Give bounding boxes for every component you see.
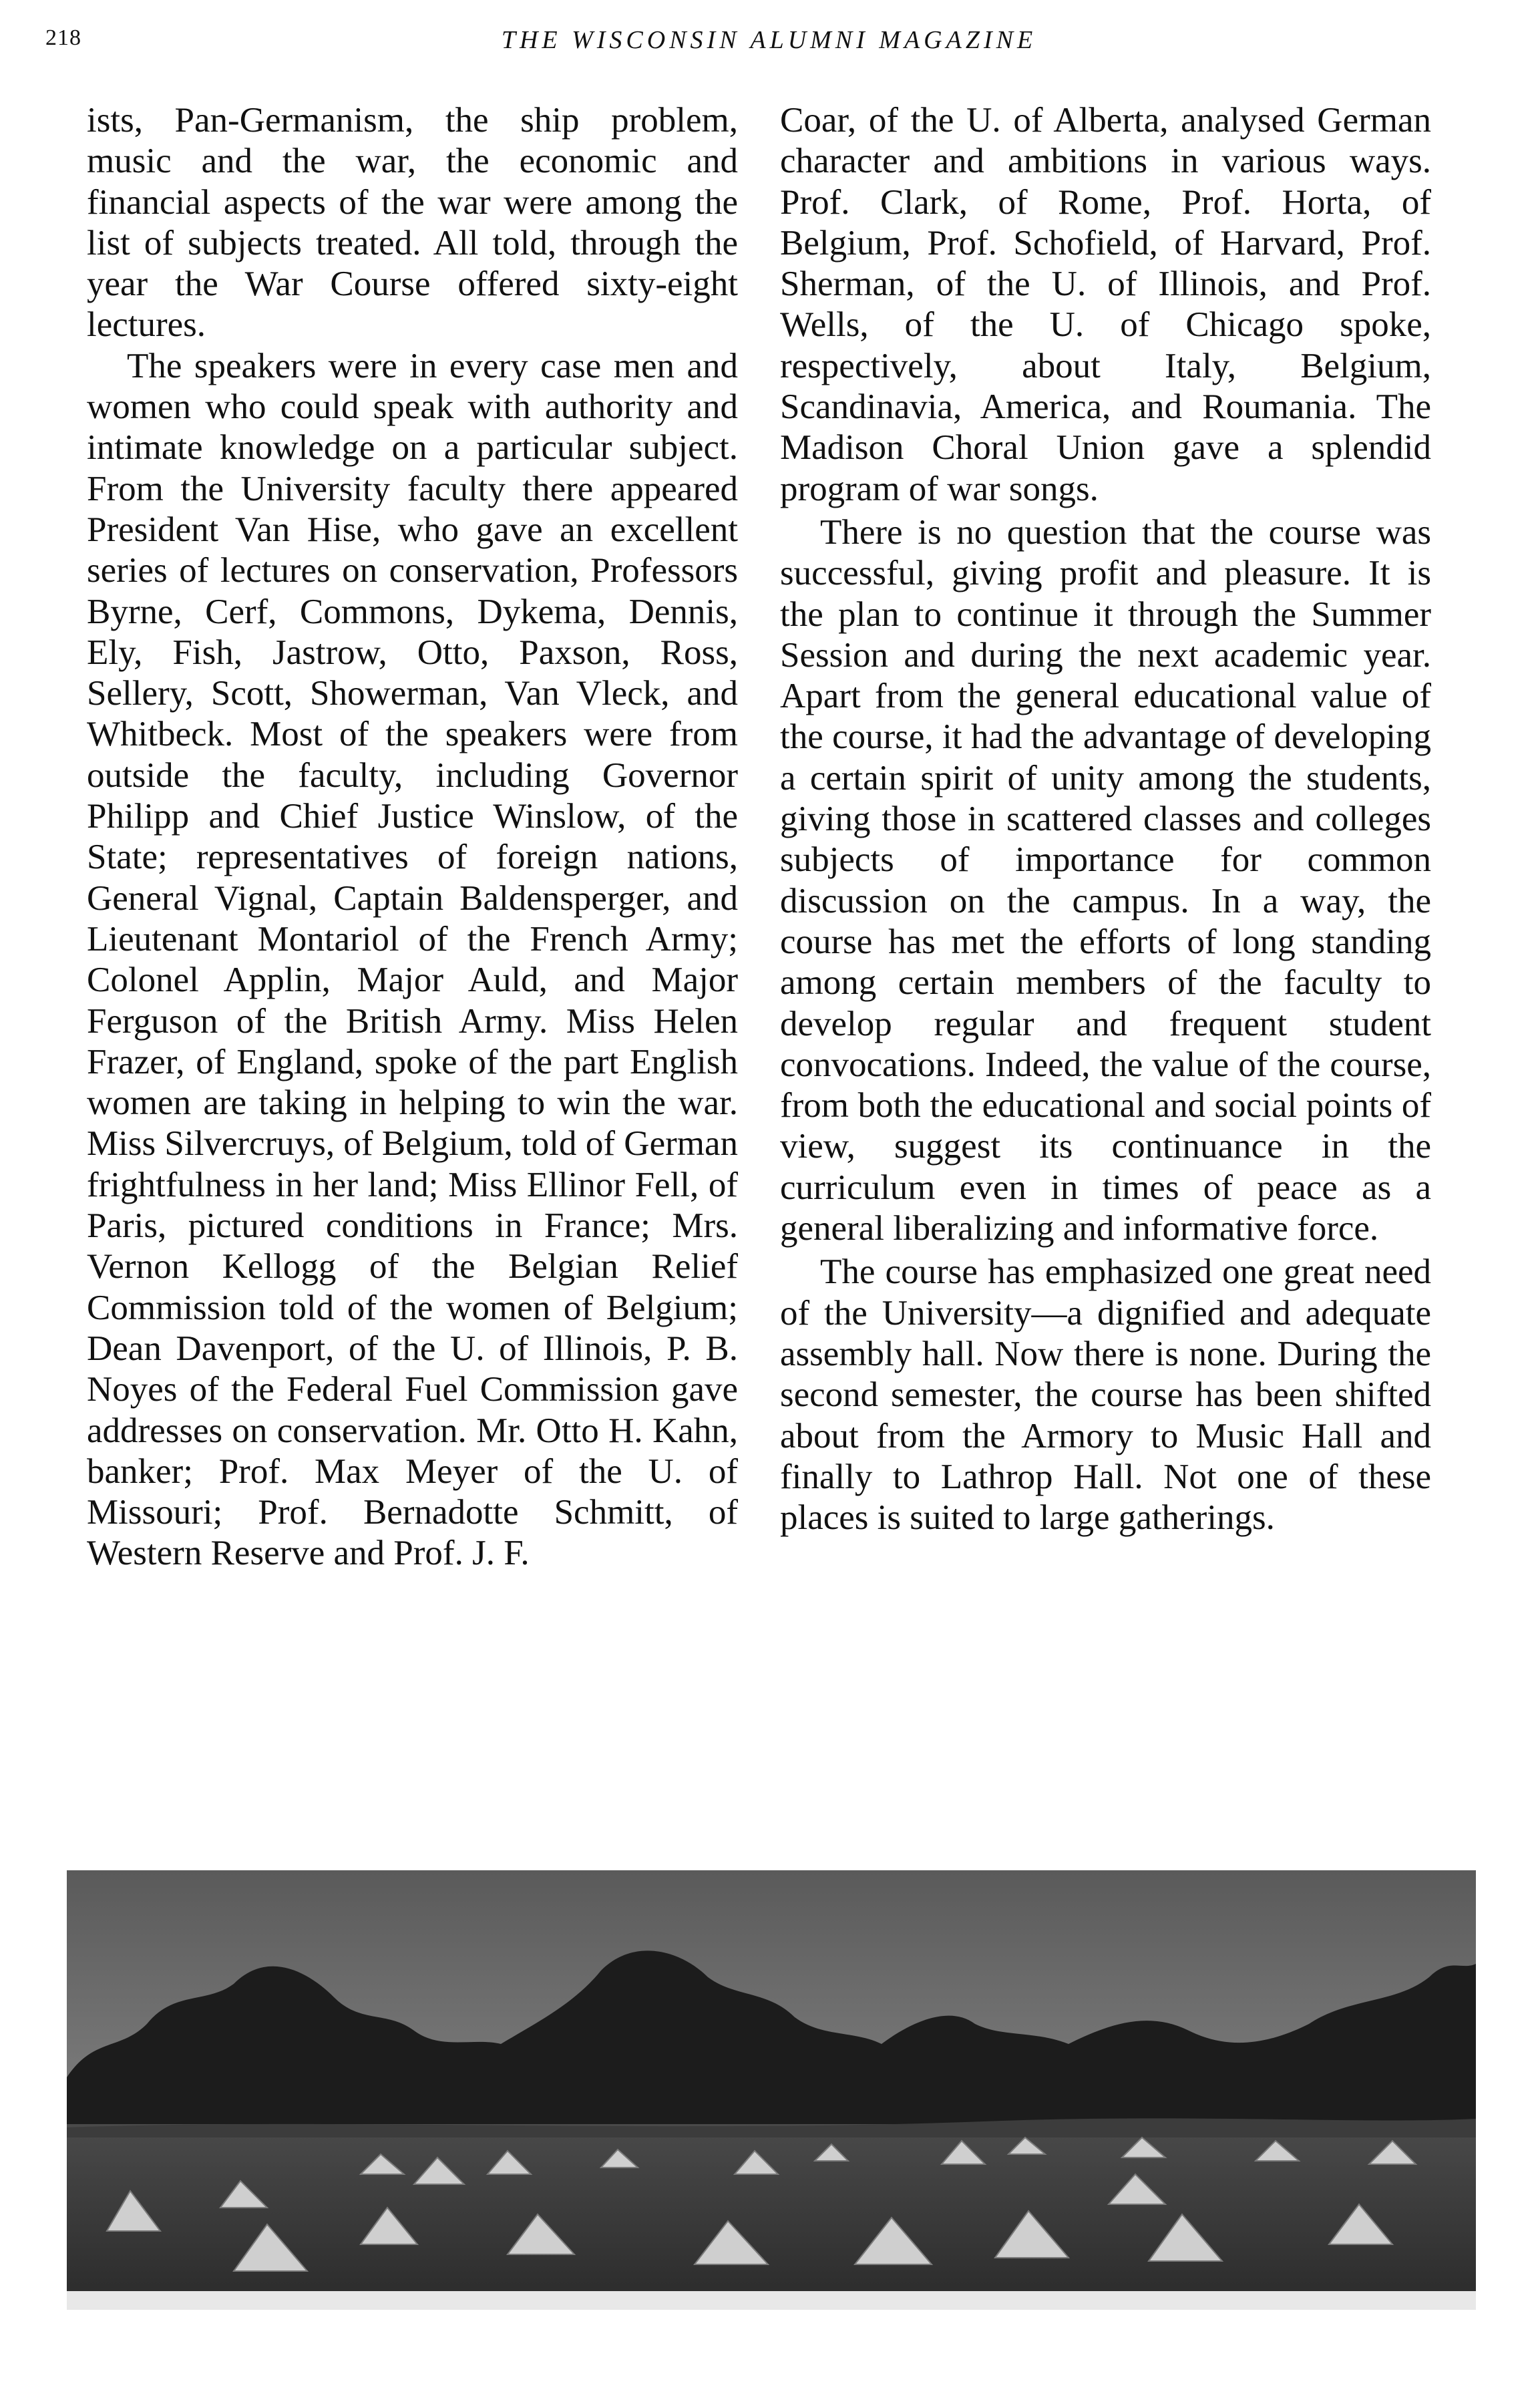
right-paragraph-2: There is no question that the course was successful, giving profit and pleasure. It is the plan to continue it through the Summer Session and during the next academic year. Apart from the general educational value of the course, it had the advantage of developing a certain spirit of unity among the students, giving those in scattered classes and colleges subjects of importance for common discussion on the campus. In a way, the course has met the efforts of long standing among certain members of the faculty to develop regular and frequent student convocations. Indeed, the value of the course, from both the educational and social points of view, suggest its continuance in the curriculum even in times of peace as a general liberalizing and informative force. xyxy=(780,512,1431,1248)
left-paragraph-1: ists, Pan-Germanism, the ship problem, music and the war, the economic and financial aspects of the war were among the list of subjects treated. All told, through the year the War Course offered sixty-eight lectures. xyxy=(87,101,738,345)
page-number: 218 xyxy=(45,25,81,50)
field-tents-photo xyxy=(67,1870,1476,2310)
running-head: THE WISCONSIN ALUMNI MAGAZINE xyxy=(501,26,1037,54)
right-column xyxy=(780,100,1431,1538)
right-paragraph-3: The course has emphasized one great need of the University—a dignified and adequate assembly hall. Now there is none. During the second semester, the course has been shifted about from the Armory to Music Hall and finally to Lathrop Hall. Not one of these places is suited to large gatherings. xyxy=(780,1252,1431,1538)
left-paragraph-2: The speakers were in every case men and women who could speak with authority and intimate knowledge on a particular subject. From the University faculty there appeared President Van Hise, who gave an excellent series of lectures on conservation, Professors Byrne, Cerf, Commons, Dykema, Dennis, Ely, Fish, Jastrow, Otto, Paxson, Ross, Sellery, Scott, Showerman, Van Vleck, and Whitbeck. Most of the speakers were from outside the faculty, including Governor Philipp and Chief Justice Winslow, of the State; representatives of foreign nations, General Vignal, Captain Baldensperger, and Lieutenant Montariol of the French Army; Colonel Applin, Major Auld, and Major Ferguson of the British Army. Miss Helen Frazer, of England, spoke of the part English women are taking in helping to win the war. Miss Silvercruys, of Belgium, told of German frightfulness in her land; Miss Ellinor Fell, of Paris, pictured conditions in France; Mrs. Vernon Kellogg of the Belgian Relief Commission told of the women of Belgium; Dean Davenport, of the U. of Illinois, P. B. Noyes of the Federal Fuel Commission gave addresses on conservation. Mr. Otto H. Kahn, banker; Prof. Max Meyer of the U. of Missouri; Prof. Bernadotte Schmitt, of Western Reserve and Prof. J. F. xyxy=(87,346,738,1573)
left-column xyxy=(87,100,738,1574)
right-paragraph-1: Coar, of the U. of Alberta, analysed German character and ambitions in various ways. Prof. Clark, of Rome, Prof. Horta, of Belgium, Prof. Schofield, of Harvard, Prof. Sherman, of the U. of Illinois, and Prof. Wells, of the U. of Chicago spoke, respectively, about Italy, Belgium, Scandinavia, America, and Roumania. The Madison Choral Union gave a splendid program of war songs. xyxy=(780,101,1431,508)
